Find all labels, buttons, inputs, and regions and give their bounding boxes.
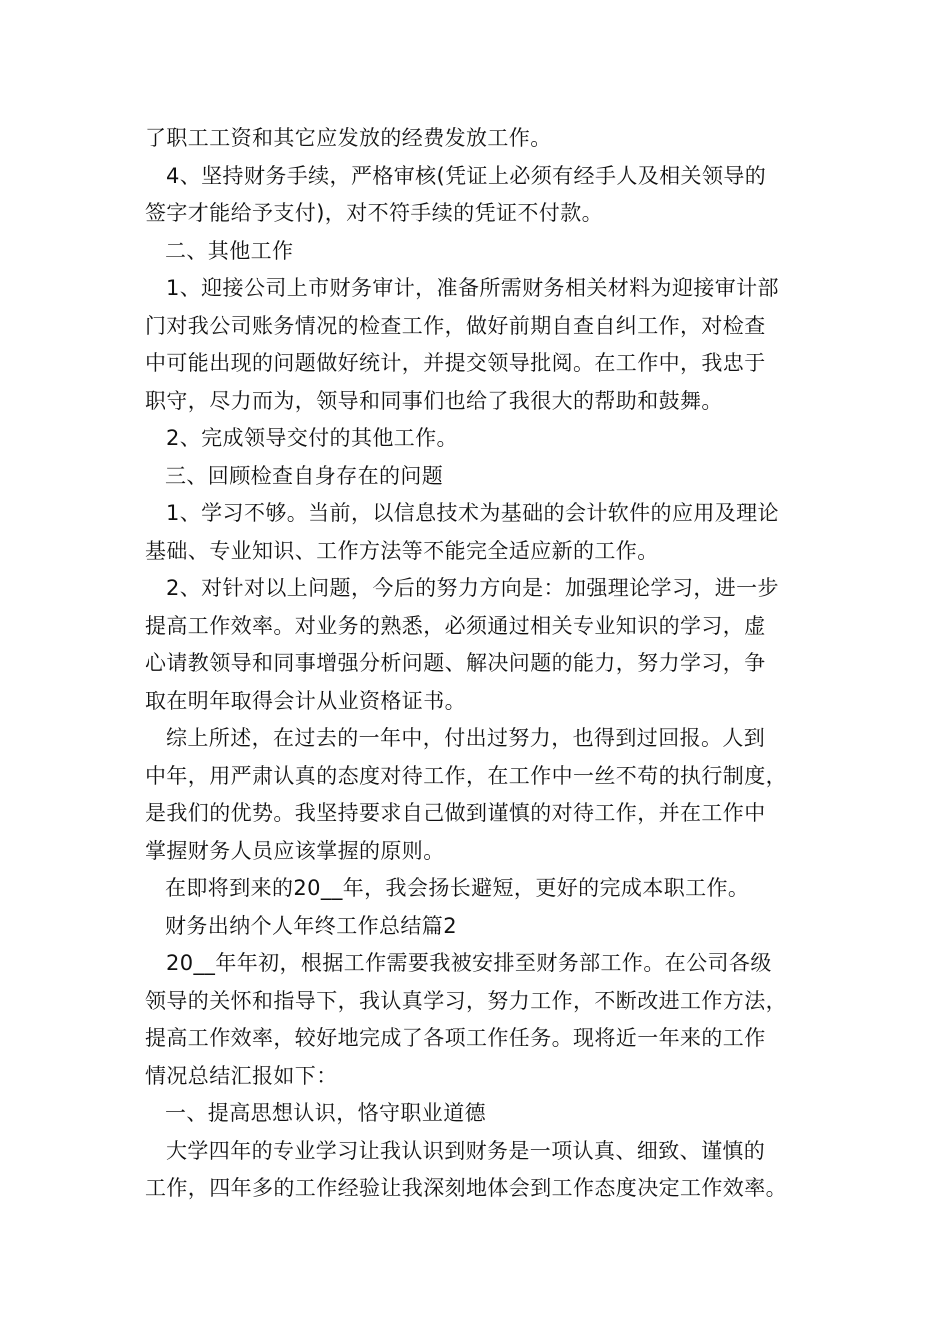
document-body — [145, 120, 825, 1208]
text-line: 心请教领导和同事增强分析问题、解决问题的能力，努力学习，争 — [145, 651, 766, 675]
text-line: 中可能出现的问题做好统计，并提交领导批阅。在工作中，我忠于 — [145, 351, 766, 375]
text-line: 职守，尽力而为，领导和同事们也给了我很大的帮助和鼓舞。 — [145, 388, 723, 413]
text-line: 领导的关怀和指导下，我认真学习，努力工作，不断改进工作方法， — [145, 988, 787, 1013]
text-line: 提高工作效率。对业务的熟悉，必须通过相关专业知识的学习，虚 — [145, 613, 766, 638]
paragraph-summary-start: 综上所述，在过去的一年中，付出过努力，也得到过回报。人到 — [166, 726, 766, 750]
list-item-1: 1、学习不够。当前，以信息技术为基础的会计软件的应用及理论 — [166, 501, 779, 525]
list-item-2: 2、完成领导交付的其他工作。 — [166, 426, 458, 450]
text-line: 是我们的优势。我坚持要求自己做到谨慎的对待工作，并在工作中 — [145, 801, 766, 825]
text-line: 提高工作效率，较好地完成了各项工作任务。现将近一年来的工作 — [145, 1026, 766, 1050]
text-line: 中年，用严肃认真的态度对待工作，在工作中一丝不苟的执行制度， — [145, 763, 787, 788]
article-title-part-2: 财务出纳个人年终工作总结篇2 — [165, 913, 457, 938]
list-item-2: 2、对针对以上问题，今后的努力方向是：加强理论学习，进一步 — [166, 576, 779, 600]
text-line: 了职工工资和其它应发放的经费发放工作。 — [145, 126, 552, 150]
paragraph-study: 大学四年的专业学习让我认识到财务是一项认真、细致、谨慎的 — [166, 1138, 766, 1163]
paragraph-next-year: 在即将到来的20__年，我会扬长避短，更好的完成本职工作。 — [165, 876, 750, 900]
section-heading-review-problems: 三、回顾检查自身存在的问题 — [165, 463, 444, 488]
section-heading-other-work: 二、其他工作 — [165, 238, 294, 263]
text-line: 门对我公司账务情况的检查工作，做好前期自查自纠工作，对检查 — [145, 313, 766, 338]
section-heading-ethics: 一、提高思想认识，恪守职业道德 — [165, 1101, 486, 1125]
list-item-4: 4、坚持财务手续，严格审核(凭证上必须有经手人及相关领导的 — [166, 163, 767, 188]
text-line: 情况总结汇报如下： — [145, 1063, 338, 1088]
paragraph-intro: 20__年年初，根据工作需要我被安排至财务部工作。在公司各级 — [166, 951, 772, 975]
list-item-1: 1、迎接公司上市财务审计，准备所需财务相关材料为迎接审计部 — [166, 276, 779, 300]
text-line: 工作，四年多的工作经验让我深刻地体会到工作态度决定工作效率。 — [145, 1176, 787, 1200]
text-line: 取在明年取得会计从业资格证书。 — [145, 688, 466, 713]
text-line: 签字才能给予支付)，对不符手续的凭证不付款。 — [145, 201, 603, 225]
text-line: 掌握财务人员应该掌握的原则。 — [145, 838, 445, 863]
text-line: 基础、专业知识、工作方法等不能完全适应新的工作。 — [145, 538, 659, 563]
